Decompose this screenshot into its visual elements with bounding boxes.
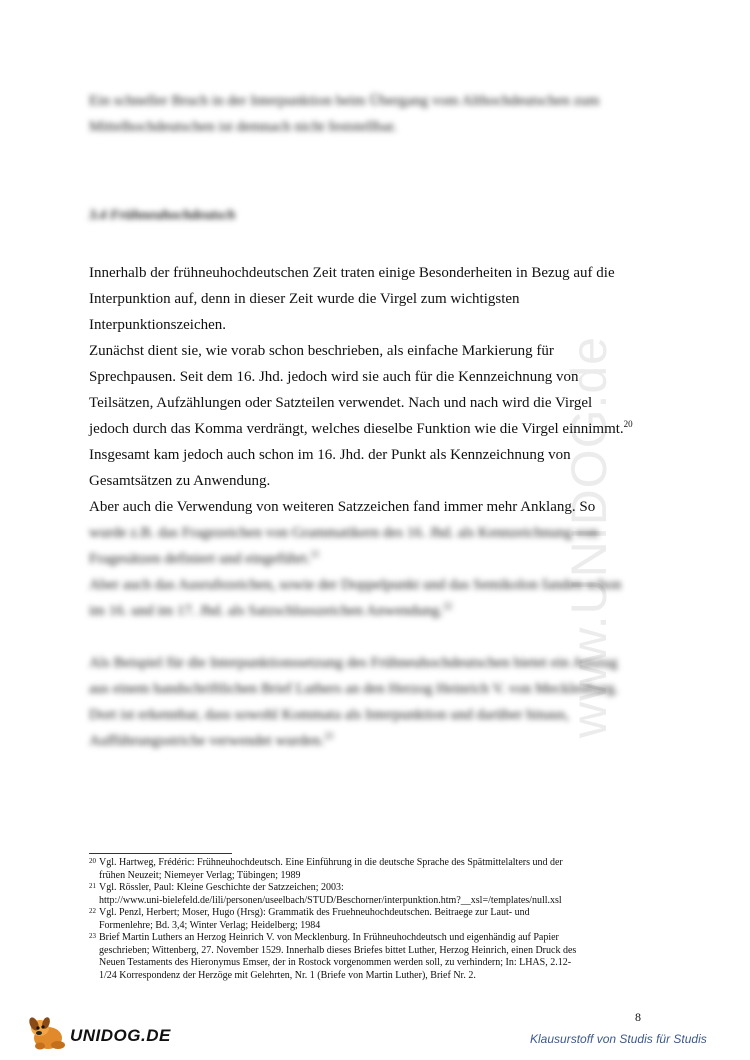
text-segment: jedoch durch das Komma verdrängt, welches dieselbe Funktion wie die Virgel einnimmt. xyxy=(89,421,624,437)
footnote-ref: 22 xyxy=(443,601,453,611)
footnote-line: Brief Martin Luthers an Herzog Heinrich V. von Mecklenburg. In Frühneuhochdeutsch und eigenhändig auf Papier xyxy=(99,932,559,943)
page-number: 8 xyxy=(635,1010,641,1024)
footnote-ref: 23 xyxy=(324,731,334,741)
footnote-number: 23 xyxy=(89,932,96,940)
footnote-number: 22 xyxy=(89,907,96,915)
text-line xyxy=(89,546,649,572)
unidog-logo[interactable] xyxy=(26,1012,171,1052)
text-segment: Fragesätzen definiert und eingeführt. xyxy=(89,551,311,567)
text-line xyxy=(89,728,649,754)
footnote-20 xyxy=(89,857,649,882)
text-line: Insgesamt kam jedoch auch schon im 16. Jhd. der Punkt als Kennzeichnung von xyxy=(89,447,571,463)
tagline: Klausurstoff von Studis für Studis xyxy=(530,1032,707,1046)
text-line: Gesamtsätzen zu Anwendung. xyxy=(89,473,271,489)
watermark-text: www.UNIDOG.de xyxy=(561,336,617,738)
text-line: Interpunktionszeichen. xyxy=(89,317,227,333)
footnote-line: 1/24 Korrespondenz der Herzöge mit Gelehrten, Nr. 1 (Briefe von Martin Luther), Brief Nr. 2. xyxy=(99,969,476,981)
footnote-ref: 21 xyxy=(310,549,320,559)
text-line: Aber auch die Verwendung von weiteren Satzzeichen fand immer mehr Anklang. So xyxy=(89,499,596,515)
logo-wordmark: UNIDOG.DE xyxy=(70,1026,171,1045)
footnote-line: Vgl. Penzl, Herbert; Moser, Hugo (Hrsg): Grammatik des Fruehneuhochdeutschen. Beitraege zur Laut- und xyxy=(99,907,530,918)
example-paragraph-blurred xyxy=(89,650,649,754)
body-paragraph xyxy=(89,260,649,520)
text-line xyxy=(89,598,649,624)
footnote-21 xyxy=(89,882,649,907)
footnote-url[interactable]: http://www.uni-bielefeld.de/lili/personen/useelbach/STUD/Beschorner/interpunktion.htm?__xsl=/templates/null.xsl xyxy=(99,894,562,906)
text-line: Als Beispiel für die Interpunktionssetzung des Frühneuhochdeutschen bietet ein Auszug xyxy=(89,655,618,671)
footnote-23 xyxy=(89,932,649,982)
section-heading: 3.4 Frühneuhochdeutsch xyxy=(89,208,236,223)
text-segment: Aufführungsstriche verwendet wurden. xyxy=(89,733,325,749)
text-line: Aber auch das Ausrufezeichen, sowie der Doppelpunkt und das Semikolon fanden schon xyxy=(89,577,622,593)
text-line: Ein schneller Bruch in der Interpunktion beim Übergang vom Althochdeutschen zum xyxy=(89,93,600,109)
footnotes xyxy=(89,857,649,982)
text-line: wurde z.B. das Fragezeichen von Grammatikern des 16. Jhd. als Kennzeichnung von xyxy=(89,525,599,541)
footnote-line: Vgl. Rössler, Paul: Kleine Geschichte der Satzzeichen; 2003: xyxy=(99,882,344,893)
footnote-number: 20 xyxy=(89,857,96,865)
intro-paragraph-blurred xyxy=(89,88,649,140)
footnote-line: geschrieben; Wittenberg, 27. November 1529. Innerhalb dieses Briefes bittet Luther, Herzog Heinrich, einen Druck des xyxy=(99,944,577,956)
text-line: Innerhalb der frühneuhochdeutschen Zeit traten einige Besonderheiten in Bezug auf die xyxy=(89,265,615,281)
footnote-line: Formenlehre; Bd. 3,4; Winter Verlag; Heidelberg; 1984 xyxy=(99,919,321,931)
text-line: Teilsätzen, Aufzählungen oder Satzteilen verwendet. Nach und nach wird die Virgel xyxy=(89,395,593,411)
text-line: Sprechpausen. Seit dem 16. Jhd. jedoch wird sie auch für die Kennzeichnung von xyxy=(89,369,579,385)
text-line: aus einem handschriftlichen Brief Luthers an den Herzog Heinrich V. von Mecklenburg. xyxy=(89,681,619,697)
footnote-22 xyxy=(89,907,649,932)
footnote-line: Neuen Testaments des Hieronymus Emser, der in Rostock vorgenommen werden soll, zu verhindern; In: LHAS, 2.12- xyxy=(99,957,572,968)
footnote-line: Vgl. Hartweg, Frédéric: Frühneuhochdeutsch. Eine Einführung in die deutsche Sprache des Spätmittelalters und der xyxy=(99,857,563,868)
footnote-divider xyxy=(89,853,232,854)
dog-mascot-icon xyxy=(26,1012,74,1052)
body-paragraph-blurred xyxy=(89,520,649,624)
footnote-number: 21 xyxy=(89,882,96,890)
footnote-line: frühen Neuzeit; Niemeyer Verlag; Tübingen; 1989 xyxy=(99,869,301,881)
text-line: Zunächst dient sie, wie vorab schon beschrieben, als einfache Markierung für xyxy=(89,343,554,359)
text-line xyxy=(89,416,649,442)
text-line: Mittelhochdeutschen ist demnach nicht feststellbar. xyxy=(89,119,397,135)
footnote-ref[interactable]: 20 xyxy=(623,419,633,429)
text-line: Interpunktion auf, denn in dieser Zeit wurde die Virgel zum wichtigsten xyxy=(89,291,520,307)
text-line: Dort ist erkennbar, dass sowohl Kommata als Interpunktion und darüber hinaus, xyxy=(89,707,570,723)
text-segment: im 16. und im 17. Jhd. als Satzschlusszeichen Anwendung. xyxy=(89,603,444,619)
